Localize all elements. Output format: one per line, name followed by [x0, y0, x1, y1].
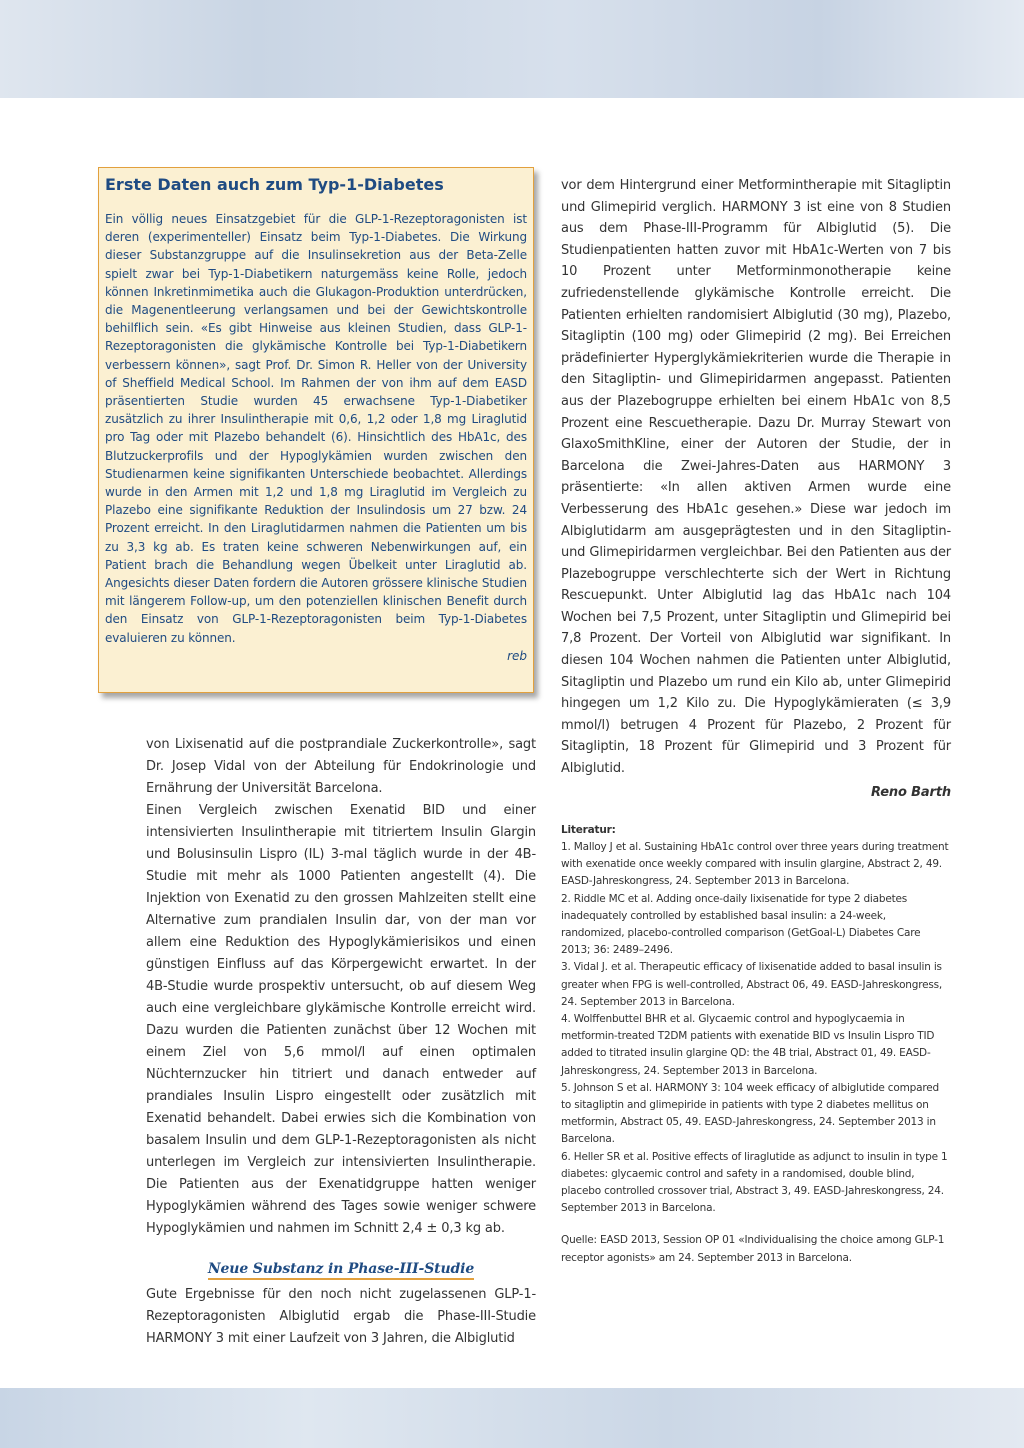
reference-item: 3. Vidal J. et al. Therapeutic efficacy of lixisenatide added to basal insulin is greater when FPG is well-controlled, Abstract 06, 49. EASD-Jahreskongress, 24. September 2013 in Barcelona.	[561, 961, 943, 1008]
reference-item: 6. Heller SR et al. Positive effects of liraglutide as adjunct to insulin in type 1 diabetes: glycaemic control and safety in a randomised, double blind, placebo controlled crossover trial, Abstract 3, 49. EASD-Jahreskongress, 24. September 2013 in Barcelona.	[561, 1150, 948, 1215]
reference-item: 5. Johnson S et al. HARMONY 3: 104 week efficacy of albiglutide compared to sitagliptin and glimepiride in patients with type 2 diabetes mellitus on metformin, Abstract 05, 49. EASD-Jahreskongress, 24. September 2013 in Barcelona.	[561, 1081, 939, 1146]
paragraph: Einen Vergleich zwischen Exenatid BID und einer intensivierten Insulintherapie mit titriertem Insulin Glargin und Bolusinsulin Lispro (IL) 3-mal täglich wurde in der 4B-Studie mit mehr als 1000 Patienten angestellt (4). Die Injektion von Exenatid zu den grossen Mahlzeiten stellt eine Alternative zum prandialen Insulin dar, von der man vor allem eine Reduktion des Hypoglykämierisikos und einen günstigen Einfluss auf das Körpergewicht erwartet. In der 4B-Studie wurde prospektiv untersucht, ob auf diesem Weg auch eine vergleichbare glykämische Kontrolle erreicht wird. Dazu wurden die Patienten zunächst über 12 Wochen mit einem Ziel von 5,6 mmol/l auf einen optimalen Nüchternzucker hin titriert und danach entweder auf prandiales Insulin Lispro eingestellt oder zusätzlich mit Exenatid behandelt. Dabei erwies sich die Kombination von basalem Insulin und dem GLP-1-Rezeptoragonisten als nicht unterlegen im Vergleich zur intensivierten Insulintherapie. Die Patienten aus der Exenatidgruppe hatten weniger Hypoglykämien während des Tages sowie weniger schwere Hypoglykämien und nahmen im Schnitt 2,4 ± 0,3 kg ab.	[146, 803, 536, 1236]
section-heading-text: Neue Substanz in Phase-III-Studie	[208, 1261, 474, 1280]
references-heading: Literatur:	[561, 824, 616, 836]
sidebar-box-signature: reb	[507, 648, 527, 663]
reference-item: 2. Riddle MC et al. Adding once-daily lixisenatide for type 2 diabetes inadequately controlled by established basal insulin: a 24-week, randomized, placebo-controlled comparison (GetGoal-L) Diabetes Care 2013; 36: 2489–2496.	[561, 892, 921, 957]
header-band	[0, 0, 1024, 98]
paragraph: Gute Ergebnisse für den noch nicht zugelassenen GLP-1-Rezeptoragonisten Albiglutid ergab die Phase-III-Studie HARMONY 3 mit einer Laufzeit von 3 Jahren, die Albiglutid	[146, 1287, 536, 1346]
paragraph: von Lixisenatid auf die postprandiale Zuckerkontrolle», sagt Dr. Josep Vidal von der Abteilung für Endokrinologie und Ernährung der Universität Barcelona.	[146, 737, 536, 796]
footer-band	[0, 1388, 1024, 1448]
reference-item: 1. Malloy J et al. Sustaining HbA1c control over three years during treatment with exenatide once weekly compared with insulin glargine, Abstract 2, 49. EASD-Jahreskongress, 24. September 2013 in Barcelona.	[561, 841, 949, 888]
paragraph: vor dem Hintergrund einer Metformintherapie mit Sitagliptin und Glimepirid verglich. HARMONY 3 ist eine von 8 Studien aus dem Phase-III-Programm für Albiglutid (5). Die Studienpatienten hatten zuvor mit HbA1c-Werten von 7 bis 10 Prozent unter Metforminmonotherapie keine zufriedenstellende glykämische Kontrolle erreicht. Die Patienten erhielten randomisiert Albiglutid (30 mg), Plazebo, Sitagliptin (100 mg) oder Glimepirid (2 mg). Bei Erreichen prädefinierter Hyperglykämiekriterien wurde die Therapie in den Sitagliptin- und Glimepiridarmen angepasst. Patienten aus der Plazebogruppe erhielten bei einem HbA1c von 8,5 Prozent eine Rescuetherapie. Dazu Dr. Murray Stewart von GlaxoSmithKline, einer der Autoren der Studie, der in Barcelona die Zwei-Jahres-Daten aus HARMONY 3 präsentierte: «In allen aktiven Armen wurde eine Verbesserung des HbA1c gesehen.» Diese war jedoch im Albiglutidarm am ausgeprägtesten und in den Sitagliptin- und Glimepiridarmen vergleichbar. Bei den Patienten aus der Plazebogruppe verschlechterte sich der Wert in Richtung Rescuepunkt. Unter Albiglutid lag das HbA1c nach 104 Wochen bei 7,5 Prozent, unter Sitagliptin und Glimepirid bei 7,8 Prozent. Der Vorteil von Albiglutid war signifikant. In diesen 104 Wochen nahmen die Patienten unter Albiglutid, Sitagliptin und Plazebo um rund ein Kilo ab, unter Glimepirid hingegen um 1,2 Kilo zu. Die Hypoglykämieraten (≤ 3,9 mmol/l) betrugen 4 Prozent für Plazebo, 2 Prozent für Sitagliptin, 18 Prozent für Glimepirid und 3 Prozent für Albiglutid.	[561, 178, 951, 777]
right-column	[561, 175, 951, 803]
sidebar-box	[98, 167, 534, 693]
sidebar-box-title: Erste Daten auch zum Typ-1-Diabetes	[105, 175, 444, 194]
references	[561, 822, 951, 1267]
sidebar-box-text: Ein völlig neues Einsatzgebiet für die GLP-1-Rezeptoragonisten ist deren (experimenteller) Einsatz beim Typ-1-Diabetes. Die Wirkung dieser Substanzgruppe auf die Insulinsekretion aus der Beta-Zelle spielt zwar bei Typ-1-Diabetikern naturgemäss keine Rolle, jedoch können Inkretinmimetika auch die Glukagon-Produktion unterdrücken, die Magenentleerung verlangsamen und bei der Gewichtskontrolle behilflich sein. «Es gibt Hinweise aus kleinen Studien, dass GLP-1-Rezeptoragonisten die glykämische Kontrolle bei Typ-1-Diabetikern verbessern können», sagt Prof. Dr. Simon R. Heller von der University of Sheffield Medical School. Im Rahmen der von ihm auf dem EASD präsentierten Studie wurden 45 erwachsene Typ-1-Diabetiker zusätzlich zu ihrer Insulintherapie mit 0,6, 1,2 oder 1,8 mg Liraglutid pro Tag oder mit Plazebo behandelt (6). Hinsichtlich des HbA1c, des Blutzuckerprofils und der Hypoglykämien wurden zwischen den Studienarmen keine signifikanten Unterschiede beobachtet. Allerdings wurde in den Armen mit 1,2 und 1,8 mg Liraglutid im Vergleich zu Plazebo eine signifikante Reduktion der Insulindosis um 27 bzw. 24 Prozent erreicht. In den Liraglutidarmen nahmen die Patienten um bis zu 3,3 kg ab. Es traten keine schweren Nebenwirkungen auf, ein Patient brach die Behandlung wegen Übelkeit unter Liraglutid ab. Angesichts dieser Daten fordern die Autoren grössere klinische Studien mit längerem Follow-up, um den potenziellen klinischen Benefit durch den Einsatz von GLP-1-Rezeptoragonisten beim Typ-1-Diabetes evaluieren zu können.	[105, 212, 527, 645]
source-note: Quelle: EASD 2013, Session OP 01 «Individualising the choice among GLP-1 receptor agonists» am 24. September 2013 in Barcelona.	[561, 1234, 945, 1264]
section-heading	[146, 1258, 536, 1280]
reference-item: 4. Wolffenbuttel BHR et al. Glycaemic control and hypoglycaemia in metformin-treated T2DM patients with exenatide BID vs Insulin Lispro TID added to titrated insulin glargine QD: the 4B trial, Abstract 01, 49. EASD-Jahreskongress, 24. September 2013 in Barcelona.	[561, 1013, 935, 1077]
left-column	[146, 734, 536, 1350]
author-signature: Reno Barth	[871, 784, 951, 800]
